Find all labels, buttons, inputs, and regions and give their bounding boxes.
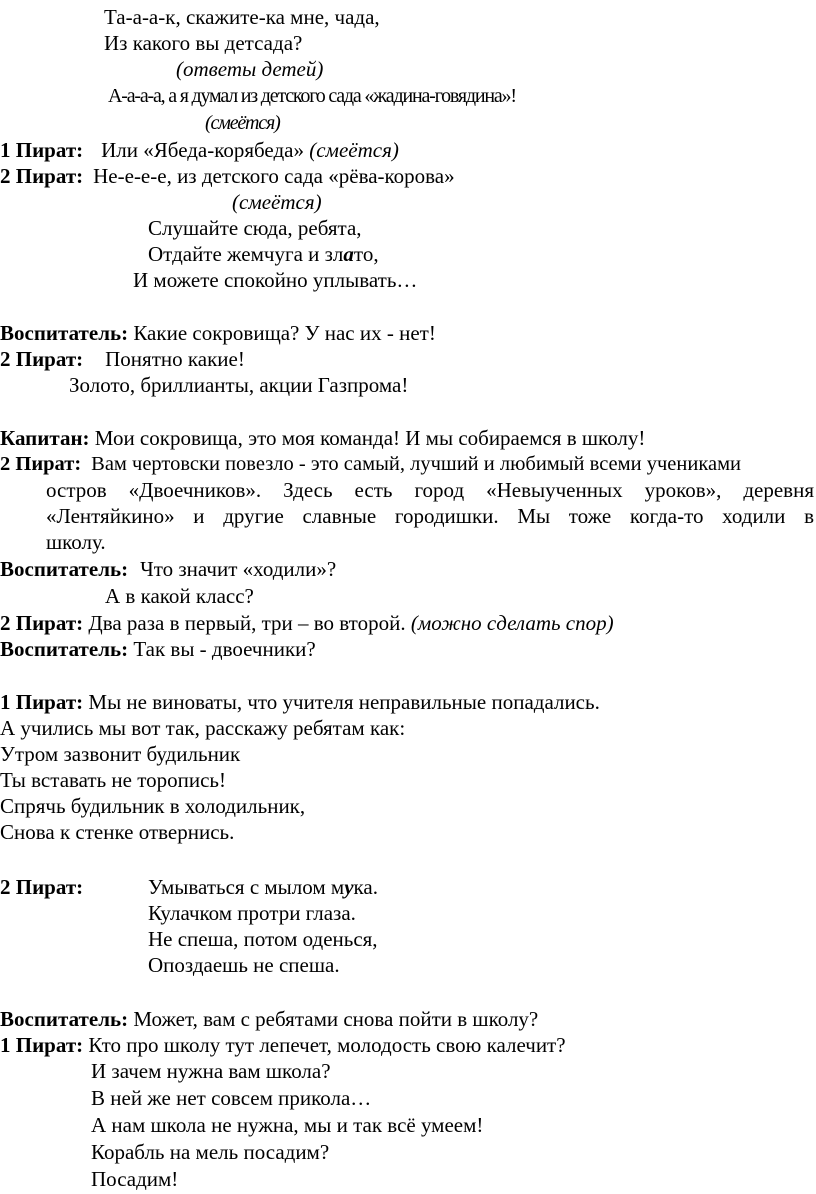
stressed-letter: а (343, 242, 354, 266)
verse-text: Отдайте жемчуга и зл (148, 242, 344, 266)
verse-line: Корабль на мель посадим? (91, 1140, 330, 1164)
verse-line: Утром зазвонит будильник (0, 742, 241, 766)
stressed-letter: у (344, 875, 354, 899)
verse-line: Снова к стенке отвернись. (0, 820, 235, 844)
dialogue-line (0, 610, 614, 636)
dialogue-text: Мы не виноваты, что учителя неправильные попадались. (88, 690, 600, 714)
verse-line: В ней же нет совсем прикола… (91, 1086, 372, 1110)
verse-line: Слушайте сюда, ребята, (148, 216, 362, 240)
speaker-label: Капитан: (0, 426, 90, 450)
dialogue-text: Так вы - двоечники? (133, 637, 316, 661)
stage-direction: (смеётся) (205, 112, 280, 134)
dialogue-line (0, 320, 436, 346)
dialogue-text: Кто про школу тут лепечет, молодость свою калечит? (88, 1033, 566, 1057)
dialogue-line (0, 689, 600, 715)
stage-direction: (ответы детей) (176, 57, 324, 81)
dialogue-text: Не-е-е-е, из детского сада «рёва-корова» (93, 164, 455, 188)
dialogue-line (0, 636, 316, 662)
paragraph-line: школу. (46, 530, 106, 554)
paragraph-line: остров «Двоечников». Здесь есть город «Невыученных уроков», деревня (46, 478, 814, 502)
verse-line: А в какой класс? (105, 584, 254, 608)
dialogue-text: Или «Ябеда-корябеда» (101, 138, 304, 162)
verse-line: Из какого вы детсада? (104, 31, 303, 55)
dialogue-text: Может, вам с ребятами снова пойти в школу? (133, 1007, 539, 1031)
speaker-label: 2 Пират: (0, 611, 84, 635)
stage-direction: (можно сделать спор) (410, 611, 614, 635)
speaker-label: Воспитатель: (0, 1007, 129, 1031)
speaker-label: Воспитатель: (0, 637, 129, 661)
verse-line (148, 874, 378, 900)
verse-line: А учились мы вот так, расскажу ребятам как: (0, 716, 406, 740)
verse-line: Золото, бриллианты, акции Газпрома! (69, 373, 409, 397)
dialogue-text: Понятно какие! (105, 347, 245, 371)
verse-line: И зачем нужна вам школа? (91, 1059, 331, 1083)
speaker-label: 2 Пират: (0, 875, 84, 899)
verse-text: то, (353, 242, 379, 266)
verse-line: А нам школа не нужна, мы и так всё умеем! (91, 1113, 484, 1137)
verse-text: ка. (353, 875, 378, 899)
verse-line: Кулачком протри глаза. (148, 901, 356, 925)
dialogue-line (0, 425, 645, 451)
verse-text: Умываться с мылом м (148, 875, 345, 899)
speaker-label: Воспитатель: (0, 557, 129, 581)
verse-line: Ты вставать не торопись! (0, 768, 227, 792)
dialogue-text: Что значит «ходили»? (140, 557, 337, 581)
verse-line: А-а-а-а, а я думал из детского сада «жадина-говядина»! (108, 85, 516, 107)
dialogue-text: Мои сокровища, это моя команда! И мы собираемся в школу! (94, 426, 646, 450)
stage-direction: (смеётся) (309, 138, 399, 162)
speaker-label: Воспитатель: (0, 321, 129, 345)
speaker-label: 2 Пират: (0, 453, 82, 475)
verse-line: Опоздаешь не спеша. (148, 953, 340, 977)
dialogue-line (0, 556, 336, 582)
paragraph-line: «Лентяйкино» и другие славные городишки. Мы тоже когда-то ходили в (46, 504, 814, 528)
dialogue-line (0, 137, 399, 163)
verse-line: Посадим! (91, 1167, 179, 1191)
dialogue-text: Два раза в первый, три – во второй. (88, 611, 406, 635)
dialogue-line (0, 1032, 566, 1058)
dialogue-line (0, 1006, 538, 1032)
dialogue-line (0, 163, 455, 189)
verse-line: Не спеша, потом оденься, (148, 927, 378, 951)
dialogue-text: Какие сокровища? У нас их - нет! (133, 321, 436, 345)
speaker-label: 2 Пират: (0, 164, 84, 188)
speaker-label: 2 Пират: (0, 347, 84, 371)
verse-line (148, 241, 379, 267)
verse-line: Та-а-а-к, скажите-ка мне, чада, (104, 5, 380, 29)
dialogue-line (0, 346, 245, 372)
dialogue-text: Вам чертовски повезло - это самый, лучший и любимый всеми учениками (91, 453, 742, 475)
speaker-label: 1 Пират: (0, 690, 84, 714)
verse-line: Спрячь будильник в холодильник, (0, 794, 306, 818)
stage-direction: (смеётся) (232, 190, 322, 214)
verse-line: И можете спокойно уплывать… (133, 268, 418, 292)
speaker-label: 1 Пират: (0, 1033, 84, 1057)
dialogue-line (0, 451, 741, 477)
speaker-label: 1 Пират: (0, 138, 84, 162)
